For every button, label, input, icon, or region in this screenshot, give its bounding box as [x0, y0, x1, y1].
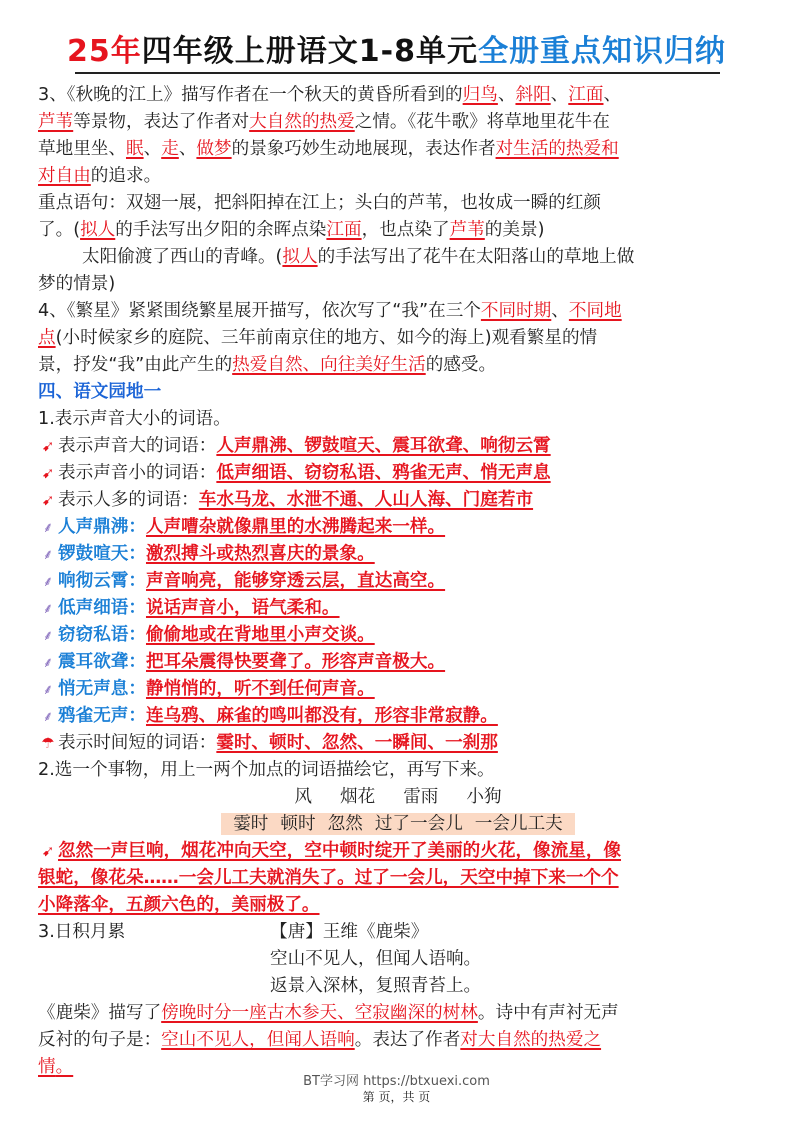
- paper-plane-icon: ➹: [41, 437, 55, 455]
- lavender-icon: ⸙: [42, 628, 54, 644]
- text: 的景象巧妙生动地展现，表达作者: [231, 139, 496, 159]
- things-row: [38, 784, 758, 811]
- text: 、: [551, 301, 569, 321]
- definition-text: 偷偷地或在背地里小声交谈。: [145, 625, 375, 645]
- definition-term: 震耳欲聋：: [58, 652, 146, 672]
- thing-word: 雷雨: [403, 787, 439, 807]
- definition-text: 静悄悄的，听不到任何声音。: [145, 679, 375, 699]
- text: 、: [143, 139, 162, 159]
- answer-text: 银蛇，像花朵……一会儿工夫就消失了。过了一会儿，天空中掉下来一个个: [38, 868, 619, 888]
- definition-text: 连乌鸦、麻雀的鸣叫都没有，形容非常寂静。: [145, 706, 498, 726]
- text: 、: [603, 85, 622, 105]
- footer-site: BT学习网 https://btxuexi.com: [303, 1074, 490, 1089]
- poem-author: 【唐】王维《鹿柴》: [270, 922, 429, 942]
- poem-note-1: [38, 1000, 758, 1027]
- group-words: 车水马龙、水泄不通、人山人海、门庭若市: [198, 490, 534, 510]
- text: 。表达了作者: [354, 1030, 461, 1050]
- thing-word: 烟花: [340, 787, 376, 807]
- definition-term: 低声细语：: [58, 598, 146, 618]
- definition-row: [38, 703, 758, 730]
- subheading-2: 2.选一个事物，用上一两个加点的词语描绘它，再写下来。: [38, 760, 495, 780]
- text: 4、《繁星》紧紧围绕繁星展开描写，依次写了“我”在三个: [38, 301, 481, 321]
- text: 、: [550, 85, 569, 105]
- poem-line-1: [38, 946, 758, 973]
- title-summary: 全册重点知识归纳: [477, 34, 726, 69]
- p3-line-4: [38, 163, 758, 190]
- group-words: 人声鼎沸、锣鼓喧天、震耳欲聋、响彻云霄: [216, 436, 551, 456]
- poem-line-2: [38, 973, 758, 1000]
- definition-row: [38, 568, 758, 595]
- lavender-icon: ⸙: [42, 655, 54, 671]
- keyword: 芦苇: [38, 112, 74, 132]
- text: 的追求。: [90, 166, 162, 186]
- lavender-icon: ⸙: [42, 520, 54, 536]
- time-term: 霎时: [233, 814, 269, 834]
- text: 《鹿柴》描写了: [38, 1003, 162, 1023]
- time-term: 一会儿工夫: [474, 814, 563, 834]
- keyword: 点: [38, 328, 56, 348]
- group-words: 低声细语、窃窃私语、鸦雀无声、悄无声息: [216, 463, 551, 483]
- p3-line-5: 重点语句：双翅一展，把斜阳掉在江上；头白的芦苇，也妆成一瞬的红颜: [38, 193, 602, 213]
- text: 的手法写出了花牛在太阳落山的草地上做: [317, 247, 635, 267]
- footer-page: 第 页，共 页: [362, 1090, 431, 1104]
- keyword: 江面: [568, 85, 604, 105]
- paper-plane-icon: ➹: [41, 842, 55, 860]
- definition-text: 人声嘈杂就像鼎里的水沸腾起来一样。: [145, 517, 446, 537]
- definition-text: 声音响亮，能够穿透云层，直达高空。: [145, 571, 446, 591]
- keyword: 热爱自然、向往美好生活: [232, 355, 426, 375]
- definition-term: 锣鼓喧天：: [58, 544, 146, 564]
- p3-line-3: [38, 136, 758, 163]
- answer-line-3: [38, 892, 758, 919]
- p4-line-1: [38, 298, 758, 325]
- subheading-3-row: [38, 919, 758, 946]
- definition-row: [38, 676, 758, 703]
- text: 了。(: [38, 220, 81, 240]
- definition-term: 悄无声息：: [58, 679, 146, 699]
- answer-text: 忽然一声巨响，烟花冲向天空，空中顿时绽开了美丽的火花，像流星，像: [58, 841, 622, 861]
- group-label: 表示声音大的词语：: [58, 436, 217, 456]
- word-group-row: [38, 460, 758, 487]
- subheading-1: 1.表示声音大小的词语。: [38, 409, 231, 429]
- thing-word: 风: [294, 787, 312, 807]
- keyword: 大自然的热爱: [249, 112, 355, 132]
- paper-plane-icon: ➹: [41, 491, 55, 509]
- keyword: 空山不见人，但闻人语响: [161, 1030, 355, 1050]
- definition-term: 响彻云霄：: [58, 571, 146, 591]
- keyword: 情: [38, 1057, 56, 1077]
- subheading-3: 3.日积月累: [38, 922, 126, 942]
- keyword: 江面: [326, 220, 362, 240]
- p3-line-1: [38, 82, 758, 109]
- keyword: 傍晚时分一座古木参天、空寂幽深的树林: [161, 1003, 478, 1023]
- time-words-label: 表示时间短的词语：: [58, 733, 217, 753]
- p3-line-6: [38, 217, 758, 244]
- answer-line-2: [38, 865, 758, 892]
- keyword: 拟人: [80, 220, 116, 240]
- text: 之情。《花牛歌》将草地里花牛在: [354, 112, 610, 132]
- word-group-row: [38, 433, 758, 460]
- definition-row: [38, 514, 758, 541]
- p4-line-2: [38, 325, 758, 352]
- time-words-row: [38, 730, 758, 757]
- group-label: 表示声音小的词语：: [58, 463, 217, 483]
- lavender-icon: ⸙: [42, 574, 54, 590]
- text: ，也点染了: [361, 220, 450, 240]
- keyword: 做梦: [196, 139, 232, 159]
- text: 草地里坐、: [38, 139, 126, 159]
- word-group-row: [38, 487, 758, 514]
- title-year: 25年: [67, 34, 142, 69]
- text: 、: [178, 139, 197, 159]
- text: 景，抒发“我”由此产生的: [38, 355, 233, 375]
- definition-row: [38, 649, 758, 676]
- keyword: 芦苇: [449, 220, 485, 240]
- title-grade: 四年级上册语文1-8单元: [141, 34, 478, 69]
- poem-text: 空山不见人，但闻人语响。: [270, 949, 482, 969]
- definition-row: [38, 595, 758, 622]
- text: 。诗中有声衬无声: [477, 1003, 619, 1023]
- paper-plane-icon: ➹: [41, 464, 55, 482]
- text: 的感受。: [425, 355, 497, 375]
- text: 3、《秋晚的江上》描写作者在一个秋天的黄昏所看到的: [38, 85, 463, 105]
- definition-text: 把耳朵震得快要聋了。形容声音极大。: [145, 652, 446, 672]
- time-terms-box: [221, 813, 575, 835]
- text: 的美景): [484, 220, 545, 240]
- p3-line-2: [38, 109, 758, 136]
- lavender-icon: ⸙: [42, 709, 54, 725]
- time-term: 忽然: [327, 814, 363, 834]
- p3-line-8: 梦的情景): [38, 274, 116, 294]
- lavender-icon: ⸙: [42, 682, 54, 698]
- time-term: 顿时: [280, 814, 316, 834]
- text: 太阳偷渡了西山的青峰。(: [82, 247, 283, 267]
- p4-line-3: [38, 352, 758, 379]
- lavender-icon: ⸙: [42, 547, 54, 563]
- keyword: 走: [161, 139, 179, 159]
- text: 的手法写出夕阳的余晖点染: [115, 220, 327, 240]
- lavender-icon: ⸙: [42, 601, 54, 617]
- poem-text: 返景入深林，复照青苔上。: [270, 976, 482, 996]
- keyword: 。: [55, 1057, 74, 1077]
- keyword: 拟人: [282, 247, 318, 267]
- answer-line-1: [38, 838, 758, 865]
- text: 反衬的句子是：: [38, 1030, 162, 1050]
- p3-line-7: [38, 244, 758, 271]
- text: 等景物，表达了作者对: [73, 112, 250, 132]
- keyword: 对大自然的热爱之: [460, 1030, 602, 1050]
- time-terms-row: [38, 811, 758, 838]
- definition-term: 鸦雀无声：: [58, 706, 146, 726]
- page-title: [0, 32, 793, 72]
- umbrella-icon: ☂: [41, 734, 55, 752]
- definition-row: [38, 541, 758, 568]
- keyword: 不同地: [568, 301, 622, 321]
- definition-term: 窃窃私语：: [58, 625, 146, 645]
- poem-note-2: [38, 1027, 758, 1054]
- time-words-list: 霎时、顿时、忽然、一瞬间、一刹那: [216, 733, 498, 753]
- main-content: [38, 82, 758, 1081]
- text: (小时候家乡的庭院、三年前南京住的地方、如今的海上)观看繁星的情: [55, 328, 598, 348]
- definition-text: 激烈搏斗或热烈喜庆的景象。: [145, 544, 375, 564]
- keyword: 斜阳: [515, 85, 551, 105]
- keyword: 不同时期: [480, 301, 552, 321]
- section-heading: 四、语文园地一: [38, 382, 162, 402]
- text: 、: [497, 85, 516, 105]
- definition-text: 说话声音小，语气柔和。: [145, 598, 340, 618]
- group-label: 表示人多的词语：: [58, 490, 199, 510]
- definition-row: [38, 622, 758, 649]
- thing-word: 小狗: [466, 787, 502, 807]
- time-term: 过了一会儿: [374, 814, 463, 834]
- answer-text: 小降落伞，五颜六色的，美丽极了。: [38, 895, 320, 915]
- definition-term: 人声鼎沸：: [58, 517, 146, 537]
- keyword: 眠: [125, 139, 144, 159]
- keyword: 归鸟: [462, 85, 498, 105]
- keyword: 对自由: [38, 166, 91, 186]
- title-underline: [75, 72, 720, 74]
- keyword: 对生活的热爱和: [495, 139, 619, 159]
